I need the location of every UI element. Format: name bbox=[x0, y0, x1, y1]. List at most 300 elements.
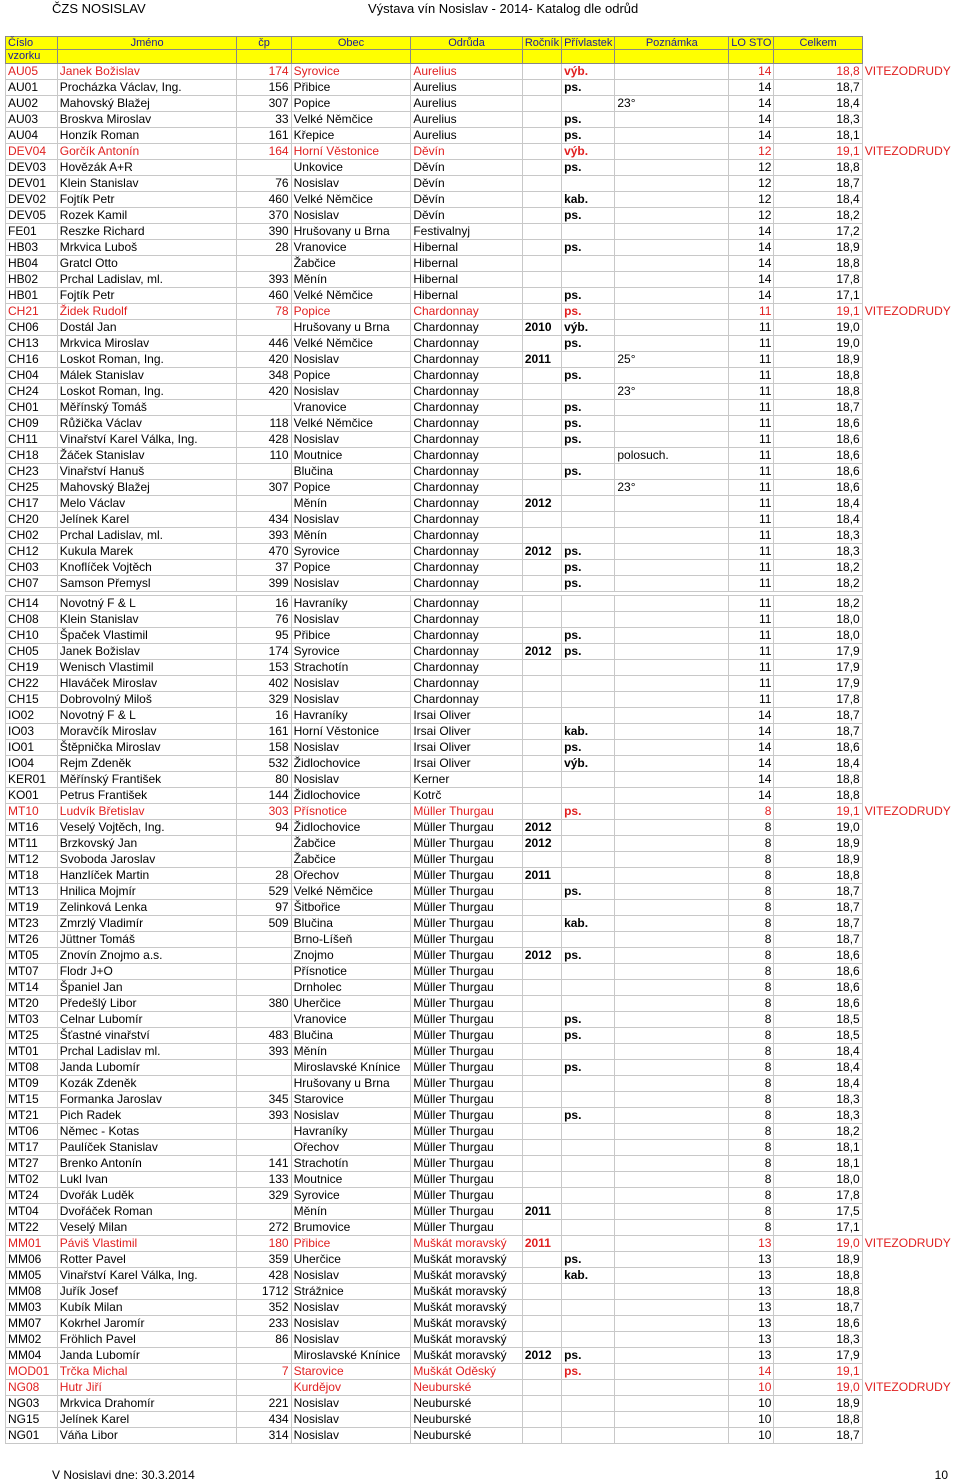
cell-sample-id: HB02 bbox=[6, 272, 58, 288]
cell-name: Svoboda Jaroslav bbox=[57, 852, 237, 868]
cell-sample-id: CH05 bbox=[6, 644, 58, 660]
cell-house-number: 393 bbox=[237, 1108, 291, 1124]
cell-town: Strachotín bbox=[291, 1156, 411, 1172]
cell-note bbox=[615, 512, 729, 528]
cell-class: 8 bbox=[729, 1220, 774, 1236]
cell-vintage bbox=[522, 980, 561, 996]
cell-award bbox=[862, 288, 960, 304]
cell-award bbox=[862, 996, 960, 1012]
cell-house-number: 532 bbox=[237, 756, 291, 772]
cell-score: 18,6 bbox=[774, 464, 862, 480]
cell-vintage: 2011 bbox=[522, 352, 561, 368]
cell-note: 23° bbox=[615, 480, 729, 496]
cell-class: 11 bbox=[729, 400, 774, 416]
cell-name: Janda Lubomír bbox=[57, 1348, 237, 1364]
cell-score: 17,8 bbox=[774, 272, 862, 288]
cell-attribute bbox=[562, 384, 615, 400]
cell-town: Popice bbox=[291, 96, 411, 112]
cell-vintage bbox=[522, 1396, 561, 1412]
cell-vintage bbox=[522, 160, 561, 176]
cell-attribute: ps. bbox=[562, 884, 615, 900]
cell-vintage bbox=[522, 1172, 561, 1188]
cell-score: 17,9 bbox=[774, 644, 862, 660]
cell-house-number: 420 bbox=[237, 384, 291, 400]
cell-class: 10 bbox=[729, 1412, 774, 1428]
cell-note bbox=[615, 128, 729, 144]
cell-variety: Hibernal bbox=[411, 256, 523, 272]
cell-note bbox=[615, 80, 729, 96]
cell-vintage bbox=[522, 1140, 561, 1156]
cell-attribute bbox=[562, 980, 615, 996]
cell-variety: Neuburské bbox=[411, 1412, 523, 1428]
cell-award bbox=[862, 836, 960, 852]
cell-town: Přibice bbox=[291, 628, 411, 644]
table-row bbox=[6, 1092, 960, 1108]
cell-vintage: 2012 bbox=[522, 496, 561, 512]
cell-vintage bbox=[522, 932, 561, 948]
cell-name: Málek Stanislav bbox=[57, 368, 237, 384]
cell-town: Židlochovice bbox=[291, 756, 411, 772]
cell-variety: Chardonnay bbox=[411, 644, 523, 660]
cell-variety: Müller Thurgau bbox=[411, 900, 523, 916]
cell-house-number: 402 bbox=[237, 676, 291, 692]
cell-award bbox=[862, 320, 960, 336]
cell-class: 12 bbox=[729, 208, 774, 224]
cell-vintage bbox=[522, 384, 561, 400]
cell-sample-id: DEV01 bbox=[6, 176, 58, 192]
cell-score: 18,9 bbox=[774, 240, 862, 256]
cell-score: 18,6 bbox=[774, 416, 862, 432]
cell-award bbox=[862, 1156, 960, 1172]
cell-class: 8 bbox=[729, 1028, 774, 1044]
cell-sample-id: MT04 bbox=[6, 1204, 58, 1220]
table-row bbox=[6, 1284, 960, 1300]
cell-town: Vranovice bbox=[291, 400, 411, 416]
cell-variety: Irsai Oliver bbox=[411, 756, 523, 772]
cell-variety: Aurelius bbox=[411, 128, 523, 144]
cell-score: 19,0 bbox=[774, 820, 862, 836]
cell-house-number: 370 bbox=[237, 208, 291, 224]
cell-note bbox=[615, 1092, 729, 1108]
cell-name: Ludvík Břetislav bbox=[57, 804, 237, 820]
cell-town: Moutnice bbox=[291, 448, 411, 464]
cell-vintage bbox=[522, 240, 561, 256]
cell-vintage bbox=[522, 400, 561, 416]
cell-note bbox=[615, 1188, 729, 1204]
cell-town: Nosislav bbox=[291, 1268, 411, 1284]
cell-attribute: ps. bbox=[562, 804, 615, 820]
cell-name: Zmrzlý Vladimír bbox=[57, 916, 237, 932]
cell-award bbox=[862, 1268, 960, 1284]
cell-sample-id: AU02 bbox=[6, 96, 58, 112]
page-footer bbox=[0, 1466, 960, 1484]
table-row bbox=[6, 1220, 960, 1236]
cell-score: 18,2 bbox=[774, 1124, 862, 1140]
cell-town: Nosislav bbox=[291, 612, 411, 628]
cell-class: 11 bbox=[729, 692, 774, 708]
cell-attribute: ps. bbox=[562, 1252, 615, 1268]
cell-house-number bbox=[237, 852, 291, 868]
cell-score: 18,8 bbox=[774, 384, 862, 400]
cell-attribute: ps. bbox=[562, 1028, 615, 1044]
cell-award: VITEZODRUDY bbox=[864, 144, 951, 158]
cell-note bbox=[615, 288, 729, 304]
cell-class: 11 bbox=[729, 384, 774, 400]
cell-name: Kokrhel Jaromír bbox=[57, 1316, 237, 1332]
cell-name: Fojtík Petr bbox=[57, 192, 237, 208]
cell-sample-id: MT15 bbox=[6, 1092, 58, 1108]
cell-sample-id: CH13 bbox=[6, 336, 58, 352]
cell-score: 18,8 bbox=[774, 1268, 862, 1284]
cell-sample-id: MT08 bbox=[6, 1060, 58, 1076]
cell-score: 18,6 bbox=[774, 980, 862, 996]
cell-note bbox=[615, 628, 729, 644]
cell-name: Vinařství Hanuš bbox=[57, 464, 237, 480]
col-header-poznamka: Poznámka bbox=[615, 37, 729, 50]
table-row bbox=[6, 1300, 960, 1316]
cell-attribute: ps. bbox=[562, 576, 615, 592]
cell-award bbox=[862, 692, 960, 708]
cell-town: Židlochovice bbox=[291, 820, 411, 836]
cell-town: Nosislav bbox=[291, 1108, 411, 1124]
cell-name: Loskot Roman, Ing. bbox=[57, 384, 237, 400]
cell-variety: Chardonnay bbox=[411, 304, 523, 320]
cell-sample-id: MT07 bbox=[6, 964, 58, 980]
cell-score: 18,9 bbox=[774, 836, 862, 852]
cell-class: 11 bbox=[729, 660, 774, 676]
cell-name: Šťastné vinařství bbox=[57, 1028, 237, 1044]
cell-town: Popice bbox=[291, 560, 411, 576]
cell-variety: Chardonnay bbox=[411, 676, 523, 692]
cell-town: Nosislav bbox=[291, 1332, 411, 1348]
cell-name: Jüttner Tomáš bbox=[57, 932, 237, 948]
cell-vintage bbox=[522, 1284, 561, 1300]
cell-award bbox=[862, 176, 960, 192]
cell-award bbox=[862, 1316, 960, 1332]
table-row bbox=[6, 1364, 960, 1380]
cell-attribute: ps. bbox=[562, 128, 615, 144]
cell-name: Židek Rudolf bbox=[57, 304, 237, 320]
cell-score: 18,7 bbox=[774, 176, 862, 192]
cell-variety: Müller Thurgau bbox=[411, 1124, 523, 1140]
cell-award bbox=[862, 1348, 960, 1364]
cell-score: 18,2 bbox=[774, 576, 862, 592]
cell-sample-id: MM05 bbox=[6, 1268, 58, 1284]
cell-score: 18,9 bbox=[774, 852, 862, 868]
cell-class: 14 bbox=[729, 708, 774, 724]
cell-name: Kukula Marek bbox=[57, 544, 237, 560]
table-row bbox=[6, 996, 960, 1012]
cell-town: Kurdějov bbox=[291, 1380, 411, 1396]
cell-town: Nosislav bbox=[291, 740, 411, 756]
cell-variety: Děvín bbox=[411, 208, 523, 224]
cell-name: Celnar Lubomír bbox=[57, 1012, 237, 1028]
cell-sample-id: MM04 bbox=[6, 1348, 58, 1364]
cell-award bbox=[862, 932, 960, 948]
cell-name: Hutr Jiří bbox=[57, 1380, 237, 1396]
cell-town: Měnín bbox=[291, 1044, 411, 1060]
cell-award bbox=[862, 240, 960, 256]
cell-score: 18,9 bbox=[774, 1252, 862, 1268]
cell-town: Drnholec bbox=[291, 980, 411, 996]
cell-variety: Muškát moravský bbox=[411, 1316, 523, 1332]
cell-attribute: ps. bbox=[562, 208, 615, 224]
table-row bbox=[6, 64, 960, 80]
cell-award bbox=[862, 1412, 960, 1428]
cell-variety: Müller Thurgau bbox=[411, 1188, 523, 1204]
cell-vintage bbox=[522, 448, 561, 464]
cell-name: Rotter Pavel bbox=[57, 1252, 237, 1268]
cell-attribute: kab. bbox=[562, 192, 615, 208]
cell-award bbox=[862, 788, 960, 804]
cell-note bbox=[615, 1156, 729, 1172]
table-row bbox=[6, 400, 960, 416]
cell-variety: Muškát Oděský bbox=[411, 1364, 523, 1380]
cell-variety: Chardonnay bbox=[411, 400, 523, 416]
table-row bbox=[6, 1124, 960, 1140]
cell-class: 8 bbox=[729, 916, 774, 932]
cell-award bbox=[862, 1396, 960, 1412]
cell-variety: Chardonnay bbox=[411, 528, 523, 544]
cell-name: Knoflíček Vojtěch bbox=[57, 560, 237, 576]
cell-class: 8 bbox=[729, 852, 774, 868]
cell-note bbox=[615, 272, 729, 288]
cell-town: Nosislav bbox=[291, 576, 411, 592]
table-row bbox=[6, 596, 960, 612]
cell-town: Popice bbox=[291, 480, 411, 496]
cell-note bbox=[615, 1348, 729, 1364]
cell-class: 14 bbox=[729, 788, 774, 804]
cell-vintage bbox=[522, 708, 561, 724]
cell-house-number bbox=[237, 1348, 291, 1364]
cell-class: 8 bbox=[729, 804, 774, 820]
cell-town: Žabčice bbox=[291, 256, 411, 272]
cell-house-number: 393 bbox=[237, 528, 291, 544]
cell-house-number: 33 bbox=[237, 112, 291, 128]
cell-award bbox=[862, 980, 960, 996]
cell-variety: Müller Thurgau bbox=[411, 1220, 523, 1236]
cell-score: 19,0 bbox=[774, 1236, 862, 1252]
cell-score: 19,1 bbox=[774, 304, 862, 320]
table-row bbox=[6, 224, 960, 240]
cell-attribute: výb. bbox=[562, 64, 615, 80]
cell-award bbox=[862, 384, 960, 400]
cell-class: 8 bbox=[729, 1060, 774, 1076]
cell-class: 11 bbox=[729, 644, 774, 660]
cell-score: 17,8 bbox=[774, 692, 862, 708]
cell-award: VITEZODRUDY bbox=[864, 304, 951, 318]
cell-house-number: 434 bbox=[237, 512, 291, 528]
table-row bbox=[6, 336, 960, 352]
cell-class: 8 bbox=[729, 1044, 774, 1060]
cell-score: 18,7 bbox=[774, 916, 862, 932]
cell-note bbox=[615, 176, 729, 192]
cell-attribute: ps. bbox=[562, 416, 615, 432]
cell-name: Mrkvica Drahomír bbox=[57, 1396, 237, 1412]
cell-vintage bbox=[522, 176, 561, 192]
cell-variety: Neuburské bbox=[411, 1428, 523, 1444]
cell-class: 8 bbox=[729, 1156, 774, 1172]
table-row bbox=[6, 804, 960, 820]
cell-class: 13 bbox=[729, 1236, 774, 1252]
cell-attribute bbox=[562, 1380, 615, 1396]
cell-vintage bbox=[522, 804, 561, 820]
cell-name: Honzík Roman bbox=[57, 128, 237, 144]
cell-class: 11 bbox=[729, 416, 774, 432]
cell-vintage: 2012 bbox=[522, 948, 561, 964]
cell-sample-id: CH25 bbox=[6, 480, 58, 496]
cell-sample-id: MT25 bbox=[6, 1028, 58, 1044]
cell-sample-id: MT03 bbox=[6, 1012, 58, 1028]
cell-town: Křepice bbox=[291, 128, 411, 144]
cell-note bbox=[615, 1108, 729, 1124]
cell-note bbox=[615, 804, 729, 820]
table-row bbox=[6, 884, 960, 900]
cell-house-number: 161 bbox=[237, 724, 291, 740]
cell-variety: Chardonnay bbox=[411, 628, 523, 644]
cell-town: Blučina bbox=[291, 464, 411, 480]
cell-name: Wenisch Vlastimil bbox=[57, 660, 237, 676]
cell-house-number: 94 bbox=[237, 820, 291, 836]
table-row bbox=[6, 160, 960, 176]
cell-score: 19,0 bbox=[774, 336, 862, 352]
cell-town: Nosislav bbox=[291, 512, 411, 528]
cell-sample-id: NG08 bbox=[6, 1380, 58, 1396]
cell-attribute: ps. bbox=[562, 112, 615, 128]
cell-variety: Müller Thurgau bbox=[411, 884, 523, 900]
cell-award bbox=[862, 820, 960, 836]
cell-house-number bbox=[237, 948, 291, 964]
cell-attribute bbox=[562, 676, 615, 692]
cell-vintage bbox=[522, 740, 561, 756]
cell-house-number: 86 bbox=[237, 1332, 291, 1348]
cell-vintage bbox=[522, 1332, 561, 1348]
cell-attribute bbox=[562, 1188, 615, 1204]
cell-town: Velké Němčice bbox=[291, 884, 411, 900]
cell-note bbox=[615, 192, 729, 208]
cell-score: 18,4 bbox=[774, 96, 862, 112]
cell-name: Veselý Milan bbox=[57, 1220, 237, 1236]
cell-vintage bbox=[522, 1220, 561, 1236]
cell-name: Kubík Milan bbox=[57, 1300, 237, 1316]
cell-town: Miroslavské Knínice bbox=[291, 1348, 411, 1364]
cell-sample-id: HB03 bbox=[6, 240, 58, 256]
cell-name: Prchal Ladislav, ml. bbox=[57, 528, 237, 544]
cell-attribute: ps. bbox=[562, 288, 615, 304]
cell-sample-id: DEV04 bbox=[6, 144, 58, 160]
cell-score: 18,6 bbox=[774, 448, 862, 464]
cell-score: 18,7 bbox=[774, 900, 862, 916]
cell-award bbox=[862, 1188, 960, 1204]
cell-variety: Chardonnay bbox=[411, 612, 523, 628]
cell-town: Horní Věstonice bbox=[291, 144, 411, 160]
cell-note bbox=[615, 724, 729, 740]
cell-score: 18,4 bbox=[774, 512, 862, 528]
cell-name: Špaček Vlastimil bbox=[57, 628, 237, 644]
cell-sample-id: CH15 bbox=[6, 692, 58, 708]
cell-sample-id: CH21 bbox=[6, 304, 58, 320]
cell-score: 18,9 bbox=[774, 1396, 862, 1412]
cell-name: Hovězák A+R bbox=[57, 160, 237, 176]
table-row bbox=[6, 352, 960, 368]
cell-attribute: ps. bbox=[562, 336, 615, 352]
cell-variety: Chardonnay bbox=[411, 496, 523, 512]
cell-town: Přísnotice bbox=[291, 964, 411, 980]
cell-award bbox=[862, 1108, 960, 1124]
cell-class: 12 bbox=[729, 176, 774, 192]
cell-name: Hanzlíček Martin bbox=[57, 868, 237, 884]
cell-note: 23° bbox=[615, 96, 729, 112]
cell-town: Nosislav bbox=[291, 772, 411, 788]
cell-name: Janek Božislav bbox=[57, 644, 237, 660]
cell-sample-id: MT17 bbox=[6, 1140, 58, 1156]
cell-house-number: 428 bbox=[237, 432, 291, 448]
cell-attribute: ps. bbox=[562, 400, 615, 416]
cell-variety: Muškát moravský bbox=[411, 1332, 523, 1348]
cell-town: Žabčice bbox=[291, 852, 411, 868]
cell-note bbox=[615, 1012, 729, 1028]
cell-score: 19,0 bbox=[774, 1380, 862, 1396]
cell-attribute bbox=[562, 1124, 615, 1140]
cell-town: Židlochovice bbox=[291, 788, 411, 804]
cell-score: 18,3 bbox=[774, 1332, 862, 1348]
cell-sample-id: MT10 bbox=[6, 804, 58, 820]
cell-house-number: 78 bbox=[237, 304, 291, 320]
table-row bbox=[6, 1028, 960, 1044]
cell-note bbox=[615, 708, 729, 724]
cell-score: 18,8 bbox=[774, 160, 862, 176]
cell-score: 18,4 bbox=[774, 1060, 862, 1076]
cell-sample-id: AU03 bbox=[6, 112, 58, 128]
cell-name: Mrkvica Miroslav bbox=[57, 336, 237, 352]
cell-town: Horní Věstonice bbox=[291, 724, 411, 740]
cell-score: 19,1 bbox=[774, 1364, 862, 1380]
cell-variety: Müller Thurgau bbox=[411, 1076, 523, 1092]
cell-class: 8 bbox=[729, 1172, 774, 1188]
cell-note bbox=[615, 836, 729, 852]
cell-town: Velké Němčice bbox=[291, 192, 411, 208]
cell-town: Syrovice bbox=[291, 544, 411, 560]
cell-class: 8 bbox=[729, 980, 774, 996]
document-title: Výstava vín Nosislav - 2014- Katalog dle odrůd bbox=[368, 1, 639, 16]
table-row bbox=[6, 416, 960, 432]
cell-note bbox=[615, 932, 729, 948]
cell-award bbox=[862, 272, 960, 288]
cell-class: 11 bbox=[729, 528, 774, 544]
cell-house-number: 174 bbox=[237, 64, 291, 80]
cell-note bbox=[615, 772, 729, 788]
table-row bbox=[6, 660, 960, 676]
cell-note bbox=[615, 1236, 729, 1252]
cell-variety: Neuburské bbox=[411, 1380, 523, 1396]
cell-sample-id: MT20 bbox=[6, 996, 58, 1012]
cell-class: 8 bbox=[729, 900, 774, 916]
cell-class: 14 bbox=[729, 240, 774, 256]
cell-attribute: ps. bbox=[562, 740, 615, 756]
cell-award bbox=[862, 596, 960, 612]
cell-house-number: 352 bbox=[237, 1300, 291, 1316]
cell-note bbox=[615, 820, 729, 836]
cell-house-number: 80 bbox=[237, 772, 291, 788]
cell-sample-id: MT12 bbox=[6, 852, 58, 868]
table-row bbox=[6, 304, 960, 320]
cell-town: Šitbořice bbox=[291, 900, 411, 916]
cell-class: 8 bbox=[729, 868, 774, 884]
cell-name: Moravčík Miroslav bbox=[57, 724, 237, 740]
cell-town: Uherčice bbox=[291, 996, 411, 1012]
cell-award bbox=[862, 1252, 960, 1268]
cell-note bbox=[615, 884, 729, 900]
